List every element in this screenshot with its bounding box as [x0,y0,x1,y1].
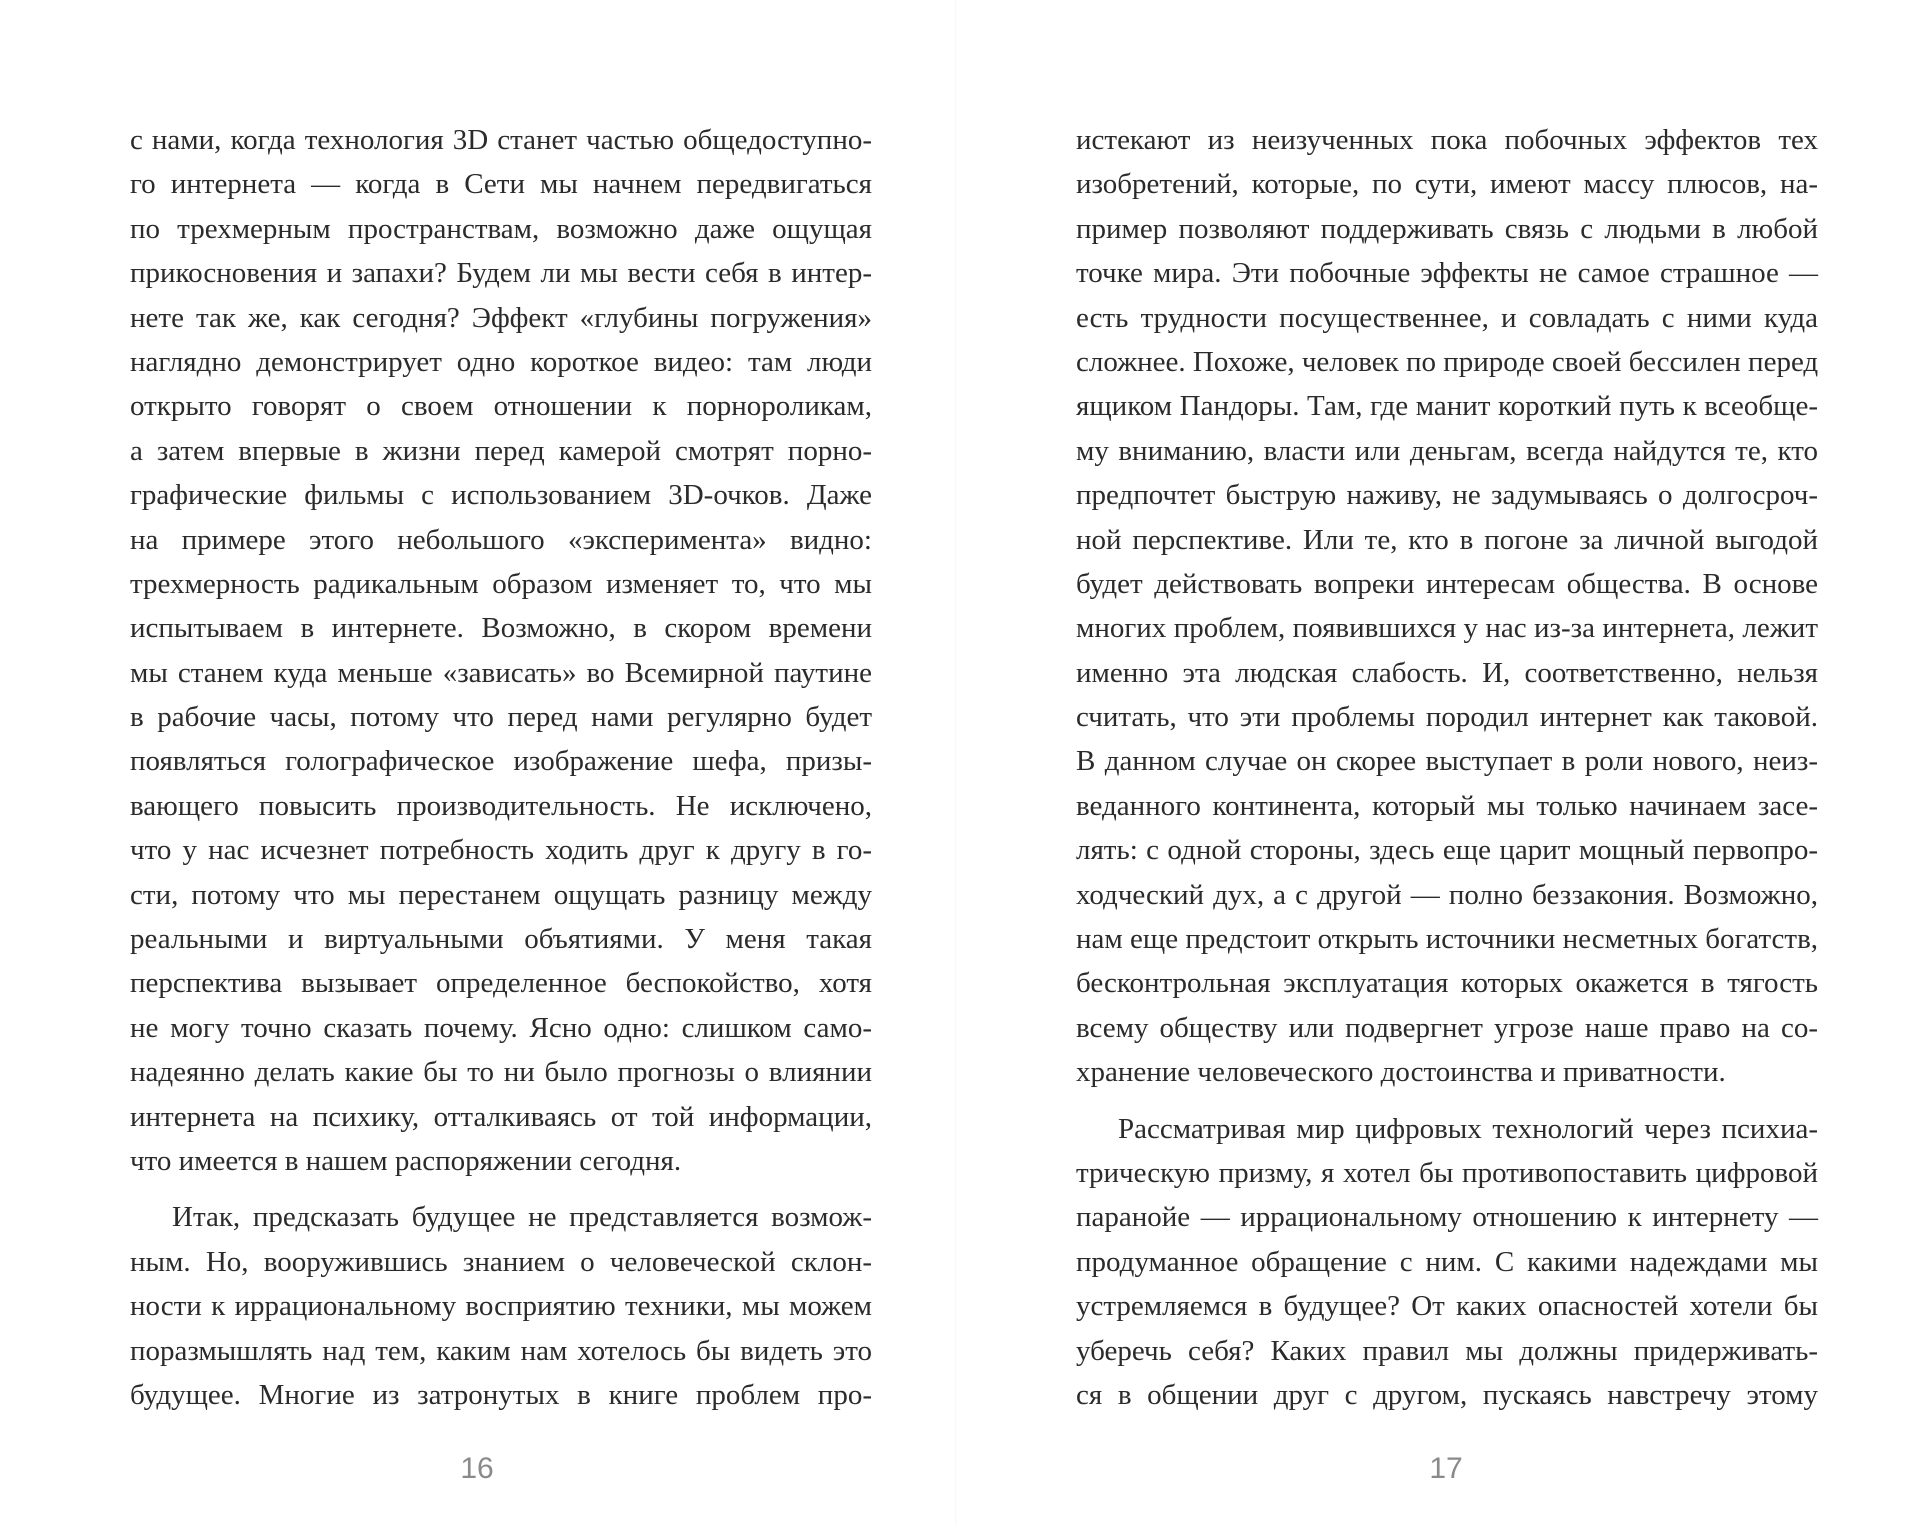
left-paragraph-2 [130,1195,872,1417]
text-line: Итак, предсказать будущее не представляется возмож- [172,1201,872,1234]
text-line: предпочтет быструю наживу, не задумываясь о долгосроч- [1076,479,1818,512]
text-line: В данном случае он скорее выступает в роли нового, неиз- [1076,745,1818,778]
text-line: ной перспективе. Или те, кто в погоне за личной выгодой [1076,523,1818,556]
text-line: по трехмерным пространствам, возможно даже ощущая [130,212,872,245]
text-line: нам еще предстоит открыть источники несметных богатств, [1076,923,1819,956]
text-line: надеянно делать какие бы то ни было прогнозы о влиянии [130,1056,872,1089]
right-paragraph-2 [1076,1107,1818,1418]
text-line: что имеется в нашем распоряжении сегодня. [130,1144,682,1177]
text-line: паранойе — иррациональному отношению к интернету — [1076,1201,1818,1234]
text-line: на примере этого небольшого «эксперимента» видно: [130,523,872,556]
text-line: Рассматривая мир цифровых технологий через психиа- [1118,1112,1818,1145]
text-line: мы станем куда меньше «зависать» во Всемирной паутине [130,656,872,689]
text-line: сти, потому что мы перестанем ощущать разницу между [130,878,872,911]
book-gutter [955,0,957,1525]
text-line: трическую призму, я хотел бы противопоставить цифровой [1076,1156,1818,1189]
text-line: что у нас исчезнет потребность ходить друг к другу в го- [130,834,872,867]
text-line: точке мира. Эти побочные эффекты не самое страшное — [1076,257,1818,290]
text-line: прикосновения и запахи? Будем ли мы вести себя в интер- [130,257,872,290]
page-number-left: 16 [460,1452,494,1485]
page-number-right: 17 [1429,1452,1463,1485]
text-line: в рабочие часы, потому что перед нами регулярно будет [130,701,872,734]
text-line: вающего повысить производительность. Не исключено, [130,789,872,822]
text-line: го интернета — когда в Сети мы начнем передвигаться [130,168,872,201]
text-line: будет действовать вопреки интересам общества. В основе [1076,567,1818,600]
text-line: именно эта людская слабость. И, соответственно, нельзя [1076,656,1818,689]
text-line: трехмерность радикальным образом изменяет то, что мы [130,567,872,600]
text-line: ности к иррациональному восприятию техники, мы можем [130,1290,872,1323]
text-line: а затем впервые в жизни перед камерой смотрят порно- [130,434,872,467]
text-line: ходческий дух, а с другой — полно беззакония. Возможно, [1076,878,1818,911]
text-line: лять: с одной стороны, здесь еще царит мощный первопро- [1076,834,1818,867]
text-line: уберечь себя? Каких правил мы должны придерживать- [1076,1334,1818,1367]
text-line: наглядно демонстрирует одно короткое видео: там люди [130,345,872,378]
text-line: веданного континента, который мы только начинаем засе- [1076,789,1818,822]
paragraph-gap [130,1183,872,1195]
text-line: не могу точно сказать почему. Ясно одно: слишком само- [130,1011,872,1044]
text-line: многих проблем, появившихся у нас из-за интернета, лежит [1076,612,1818,645]
text-line: открыто говорят о своем отношении к порнороликам, [130,390,872,423]
text-line: считать, что эти проблемы породил интернет как таковой. [1076,701,1818,734]
text-line: сложнее. Похоже, человек по природе своей бессилен перед [1076,345,1819,378]
text-line: устремляемся в будущее? От каких опасностей хотели бы [1076,1290,1818,1323]
text-line: продуманное обращение с ним. С какими надеждами мы [1076,1245,1818,1278]
text-line: с нами, когда технология 3D станет частью общедоступно- [130,124,872,156]
paragraph-gap [1076,1095,1818,1107]
text-line: появляться голографическое изображение шефа, призы- [130,745,872,778]
text-line: реальными и виртуальными объятиями. У меня такая [130,923,872,956]
right-paragraph-1 [1076,118,1818,1095]
text-line: изобретений, которые, по сути, имеют массу плюсов, на- [1076,168,1818,201]
text-line: нете так же, как сегодня? Эффект «глубины погружения» [130,301,872,334]
left-page [130,118,872,1417]
text-line: му вниманию, власти или деньгам, всегда найдутся те, кто [1076,434,1818,467]
text-line: ящиком Пандоры. Там, где манит короткий путь к всеобще- [1076,390,1818,423]
text-line: всему обществу или подвергнет угрозе наше право на со- [1076,1011,1818,1044]
text-line: пример позволяют поддерживать связь с людьми в любой [1076,212,1818,245]
text-line: ным. Но, вооружившись знанием о человеческой склон- [130,1245,872,1278]
text-line: есть трудности посущественнее, и совладать с ними куда [1076,301,1818,334]
text-line: бесконтрольная эксплуатация которых окажется в тягость [1076,967,1818,1000]
text-line: перспектива вызывает определенное беспокойство, хотя [130,967,872,1000]
right-page [1076,118,1818,1417]
text-line: истекают из неизученных пока побочных эффектов тех [1076,124,1818,156]
text-line: ся в общении друг с другом, пускаясь навстречу этому [1076,1378,1818,1411]
text-line: графические фильмы с использованием 3D-очков. Даже [130,479,872,512]
left-paragraph-1 [130,118,872,1183]
text-line: будущее. Многие из затронутых в книге проблем про- [130,1378,872,1411]
text-line: испытываем в интернете. Возможно, в скором времени [130,612,872,645]
text-line: интернета на психику, отталкиваясь от той информации, [130,1100,872,1133]
text-line: хранение человеческого достоинства и приватности. [1076,1056,1726,1089]
text-line: поразмышлять над тем, каким нам хотелось бы видеть это [130,1334,872,1367]
